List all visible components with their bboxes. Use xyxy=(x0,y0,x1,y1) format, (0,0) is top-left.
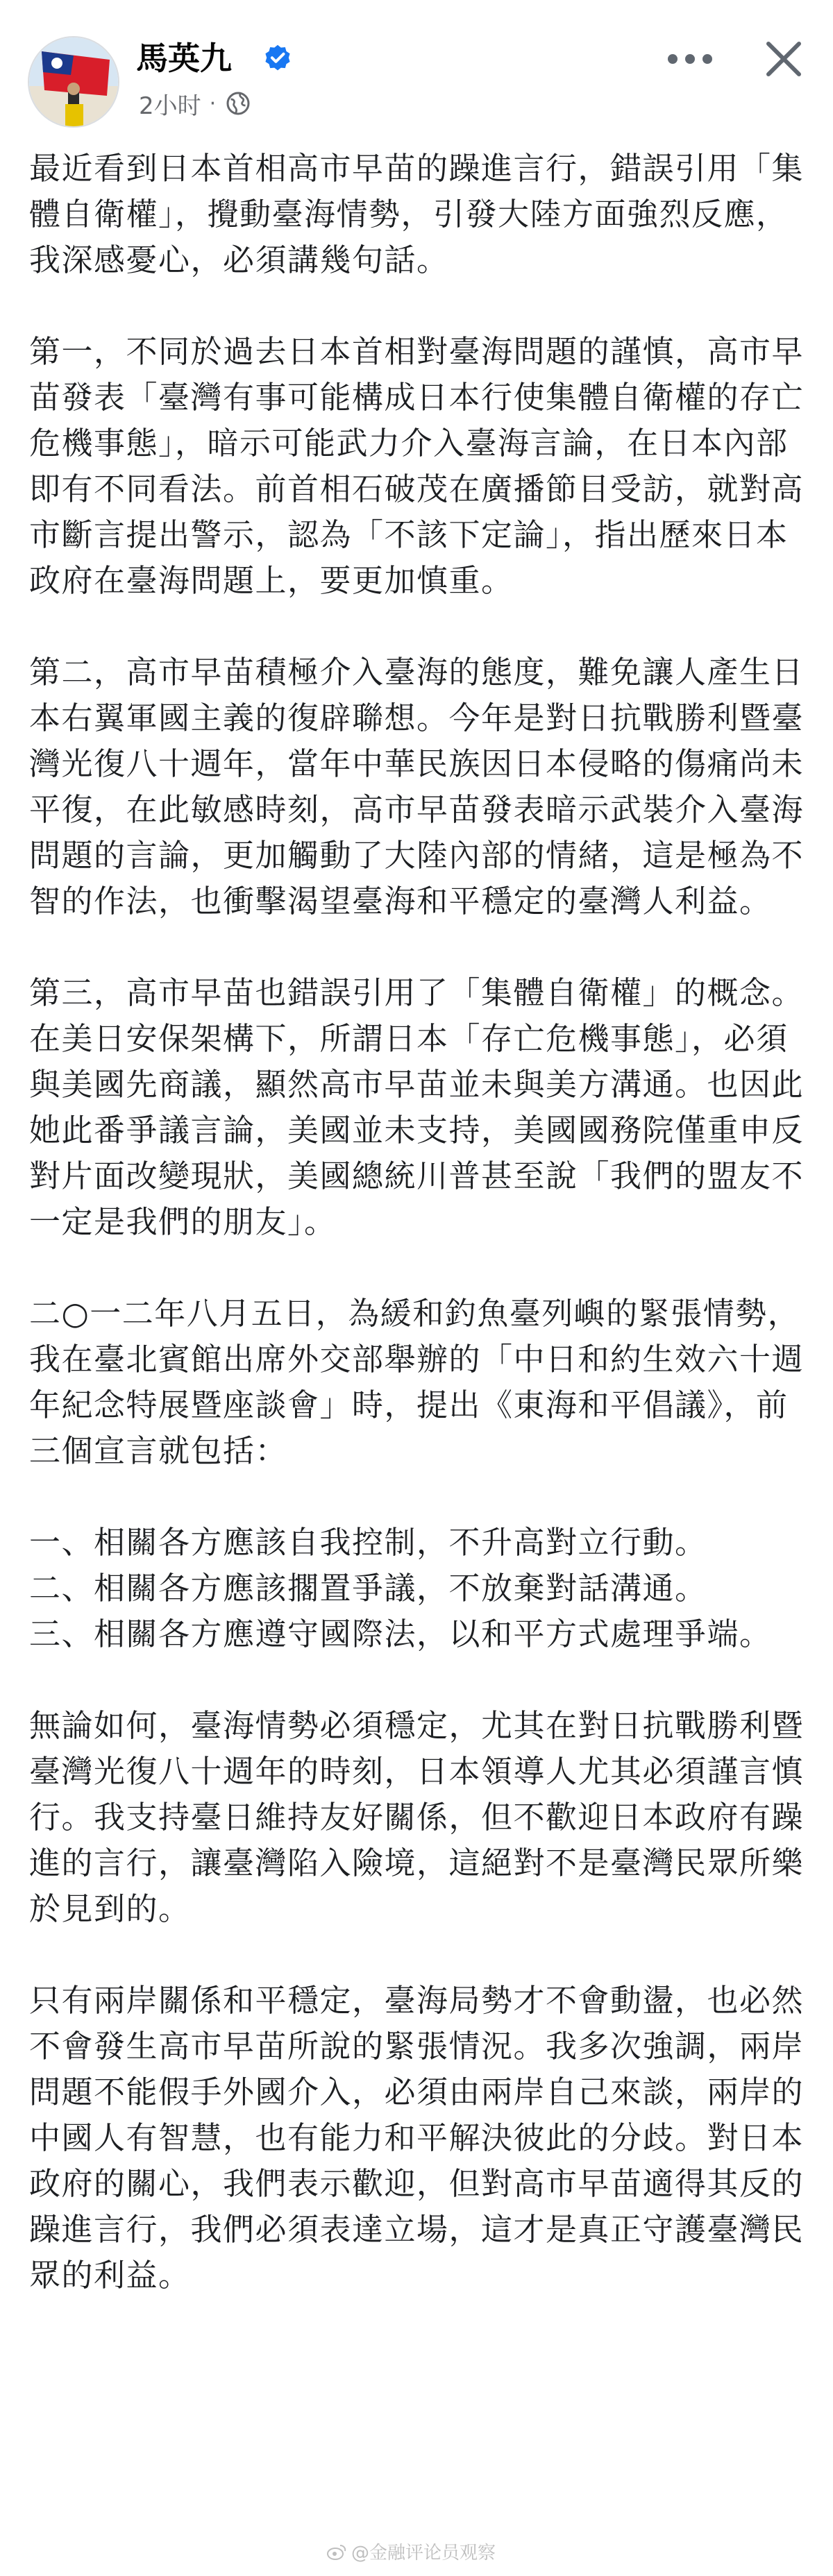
post-header xyxy=(0,0,833,139)
post-paragraph-third: 第三，高市早苗也錯誤引用了「集體自衛權」的概念。在美日安保架構下，所謂日本「存亡危機事態」，必須與美國先商議，顯然高市早苗並未與美方溝通。也因此她此番爭議言論，美國並未支持，美國國務院僅重申反對片面改變現狀，美國總統川普甚至說「我們的盟友不一定是我們的朋友」。 xyxy=(29,974,805,1240)
post-paragraph-stability: 無論如何，臺海情勢必須穩定，尤其在對日抗戰勝利暨臺灣光復八十週年的時刻，日本領導人尤其必須謹言慎行。我支持臺日維持友好關係，但不歡迎日本政府有躁進的言行，讓臺灣陷入險境，這絕對不是臺灣民眾所樂於見到的。 xyxy=(29,1707,805,1927)
meta-separator: · xyxy=(209,91,217,116)
close-icon xyxy=(764,40,803,78)
watermark-text: @金融评论员观察 xyxy=(351,2543,496,2564)
globe-icon[interactable] xyxy=(226,91,251,116)
more-horizontal-icon xyxy=(666,52,714,66)
list-item: 一、相關各方應該自我控制，不升高對立行動。 xyxy=(29,1524,707,1561)
watermark xyxy=(326,2539,496,2564)
author-name[interactable]: 馬英九 xyxy=(136,40,232,77)
list-item: 三、相關各方應遵守國際法，以和平方式處理爭端。 xyxy=(29,1616,772,1652)
post-timestamp[interactable]: 2小时 xyxy=(139,92,201,120)
post-paragraph-intro: 最近看到日本首相高市早苗的躁進言行，錯誤引用「集體自衛權」，攪動臺海情勢，引發大陸方面強烈反應，我深感憂心，必須講幾句話。 xyxy=(29,150,805,278)
post-paragraph-conclusion: 只有兩岸關係和平穩定，臺海局勢才不會動盪，也必然不會發生高市早苗所說的緊張情況。我多次強調，兩岸問題不能假手外國介入，必須由兩岸自己來談，兩岸的中國人有智慧，也有能力和平解決彼此的分歧。對日本政府的關心，我們表示歡迎，但對高市早苗適得其反的躁進言行，我們必須表達立場，這才是真正守護臺灣民眾的利益。 xyxy=(29,1982,805,2294)
close-button[interactable] xyxy=(754,29,814,89)
post-paragraph-initiative: 二○一二年八月五日，為緩和釣魚臺列嶼的緊張情勢，我在臺北賓館出席外交部舉辦的「中日和約生效六十週年紀念特展暨座談會」時，提出《東海和平倡議》，前三個宣言就包括： xyxy=(29,1295,805,1469)
post-paragraph-first: 第一，不同於過去日本首相對臺海問題的謹慎，高市早苗發表「臺灣有事可能構成日本行使集體自衛權的存亡危機事態」，暗示可能武力介入臺海言論，在日本內部即有不同看法。前首相石破茂在廣播節目受訪，就對高市斷言提出警示，認為「不該下定論」，指出歷來日本政府在臺海問題上，要更加慎重。 xyxy=(29,333,805,599)
initiative-list xyxy=(29,1520,814,1657)
post-paragraph-second: 第二，高市早苗積極介入臺海的態度，難免讓人產生日本右翼軍國主義的復辟聯想。今年是對日抗戰勝利暨臺灣光復八十週年，當年中華民族因日本侵略的傷痛尚未平復，在此敏感時刻，高市早苗發表暗示武裝介入臺海問題的言論，更加觸動了大陸內部的情緒，這是極為不智的作法，也衝擊渴望臺海和平穩定的臺灣人利益。 xyxy=(29,654,805,920)
author-avatar[interactable] xyxy=(28,36,119,128)
list-item: 二、相關各方應該擱置爭議，不放棄對話溝通。 xyxy=(29,1570,707,1607)
post-body xyxy=(29,146,814,2344)
weibo-icon xyxy=(326,2543,347,2561)
verified-badge-icon xyxy=(262,43,293,74)
avatar-flag-photo xyxy=(29,37,119,128)
more-options-button[interactable] xyxy=(655,35,725,83)
post-meta xyxy=(139,86,251,121)
